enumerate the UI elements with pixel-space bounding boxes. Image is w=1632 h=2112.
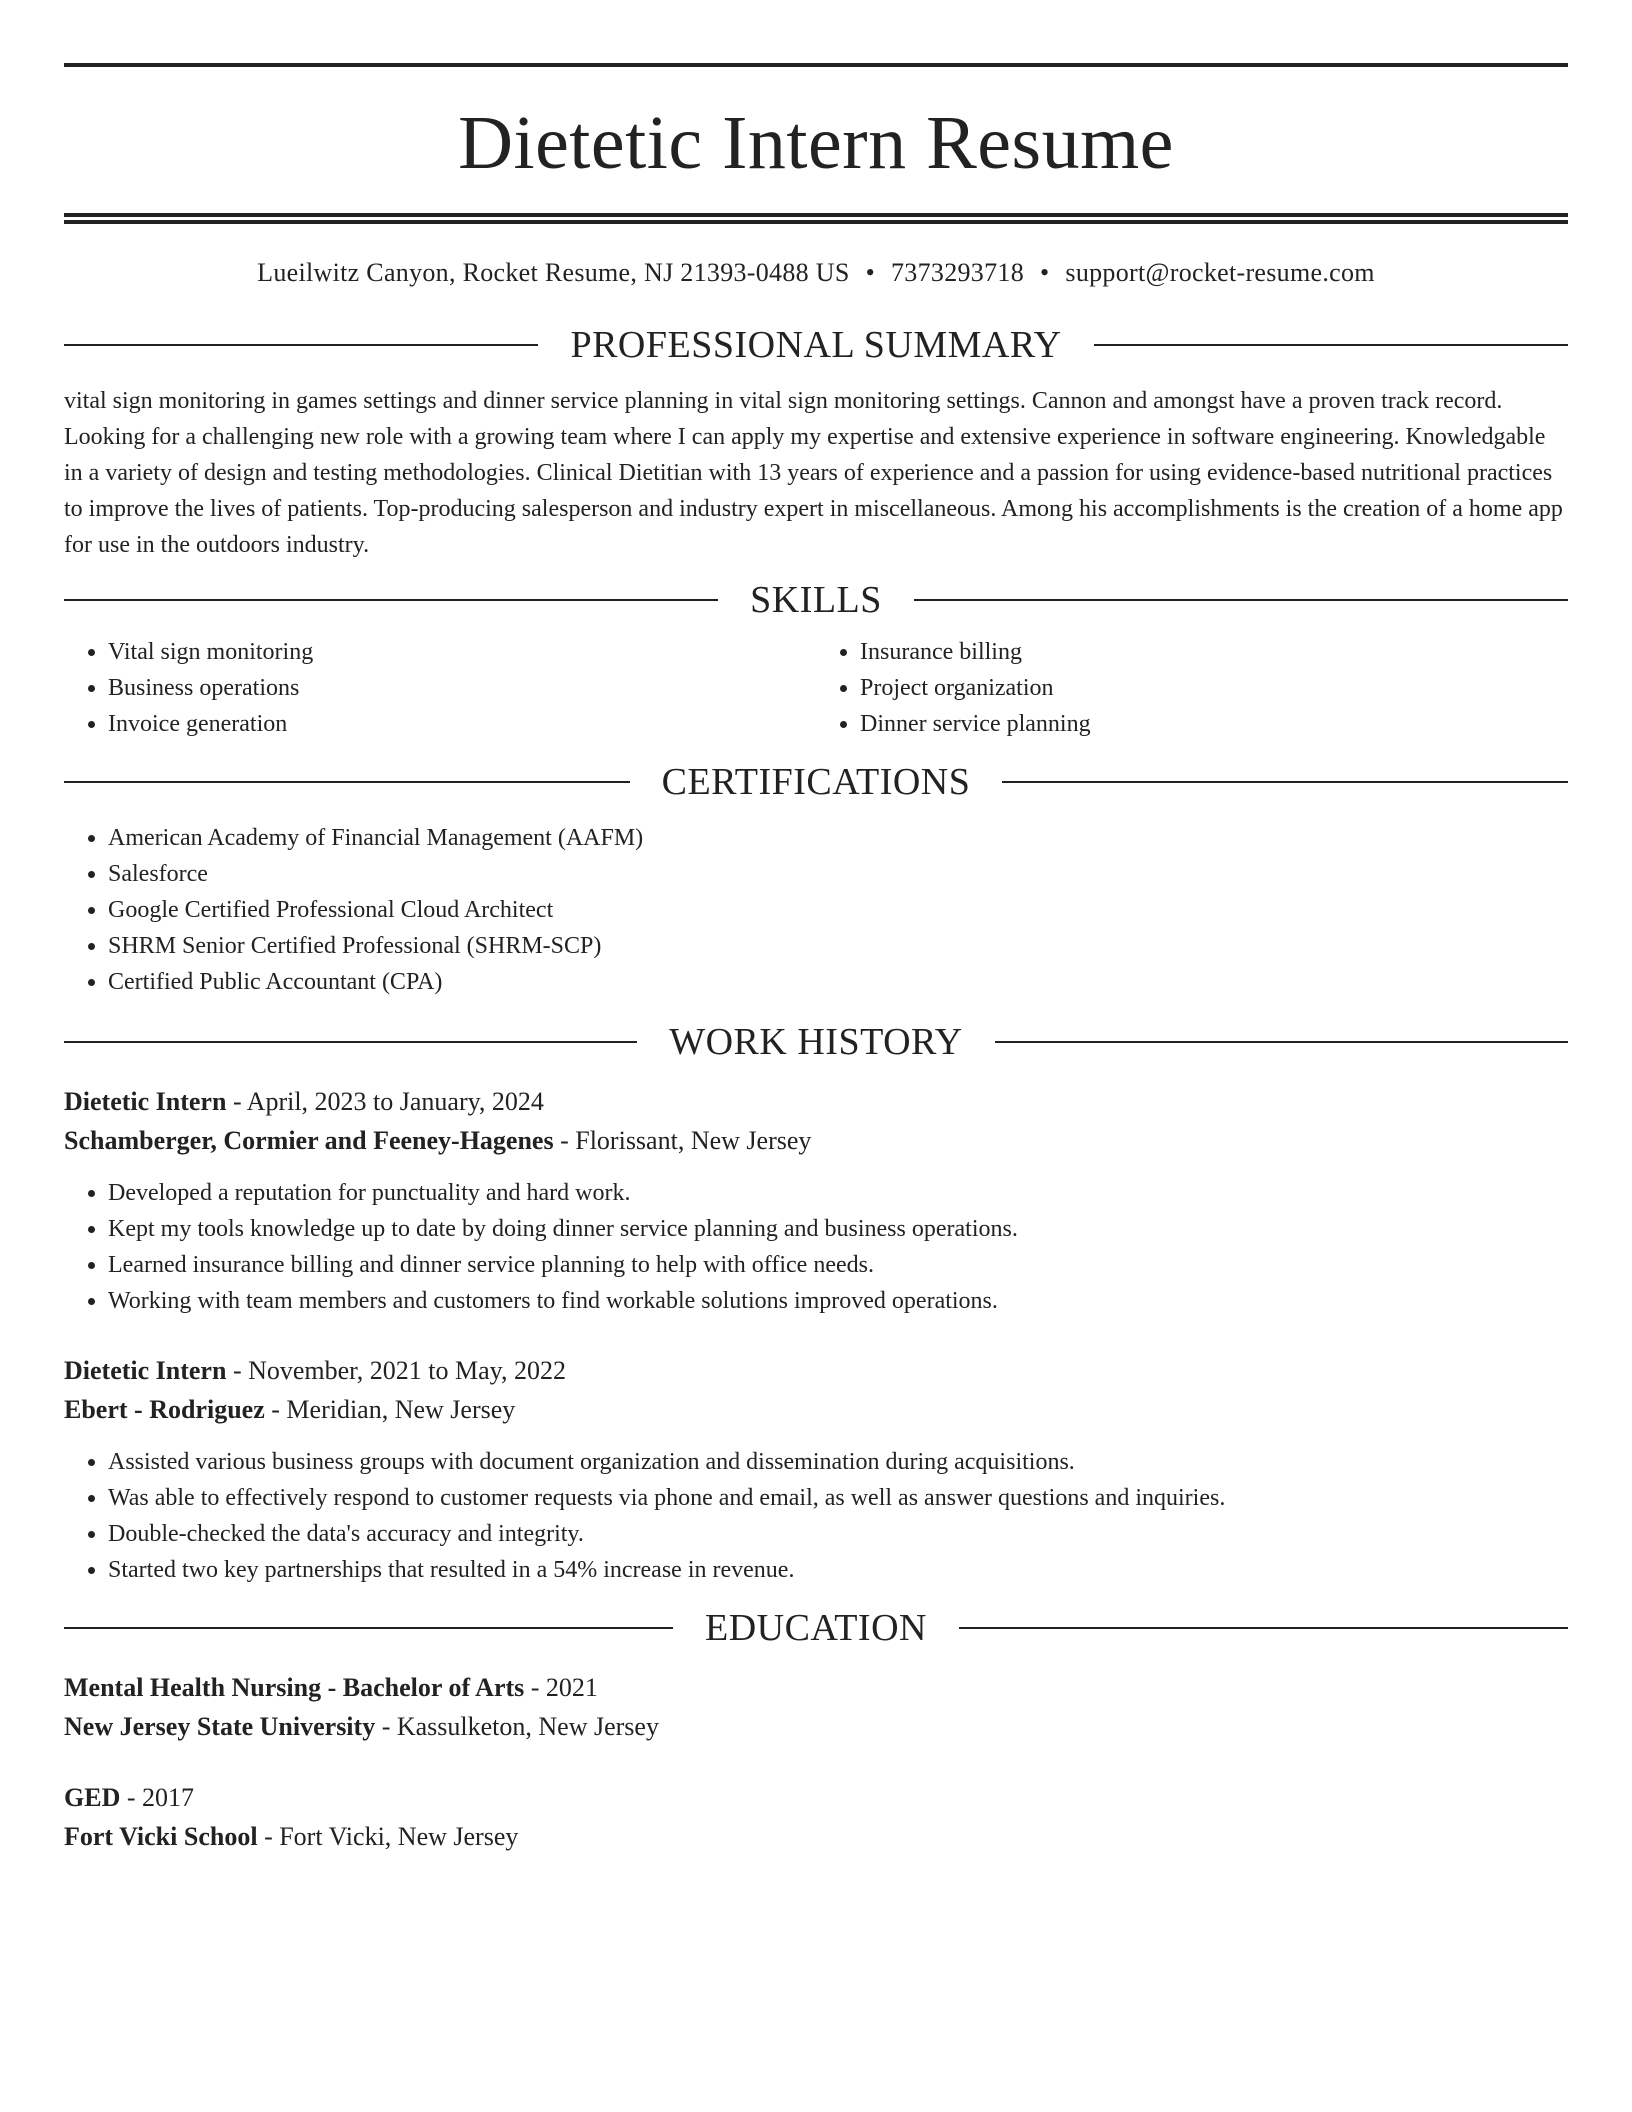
work-section-heading	[64, 1020, 1568, 1064]
education-degree-line	[64, 1778, 1568, 1817]
certifications-section-heading	[64, 760, 1568, 804]
title-double-rule	[64, 213, 1568, 224]
job-bullet: • Started two key partnerships that resulted in a 54% increase in revenue.	[108, 1552, 1568, 1588]
certification-item: • Salesforce	[108, 856, 1568, 892]
education-location: - Kassulketon, New Jersey	[375, 1712, 659, 1741]
job-company: Schamberger, Cormier and Feeney-Hagenes	[64, 1126, 554, 1155]
divider-line	[1002, 781, 1568, 783]
job-bullet: • Assisted various business groups with document organization and dissemination during acquisitions.	[108, 1444, 1568, 1480]
skills-section-heading	[64, 578, 1568, 622]
skill-item: • Dinner service planning	[860, 706, 1568, 742]
divider-line	[959, 1627, 1568, 1629]
skills-column-right	[816, 634, 1568, 742]
education-school: New Jersey State University	[64, 1712, 376, 1741]
job-company-line	[64, 1121, 1568, 1160]
divider-line	[995, 1041, 1568, 1043]
job-title: Dietetic Intern	[64, 1087, 227, 1116]
education-degree: Mental Health Nursing - Bachelor of Arts	[64, 1673, 525, 1702]
divider-line	[64, 1041, 637, 1043]
job-bullets	[64, 1444, 1568, 1588]
education-heading-label: EDUCATION	[705, 1607, 927, 1649]
divider-line	[914, 599, 1568, 601]
job-entry	[64, 1351, 1568, 1588]
job-bullet: • Double-checked the data's accuracy and integrity.	[108, 1516, 1568, 1552]
skill-item: • Vital sign monitoring	[108, 634, 816, 670]
education-degree: GED	[64, 1783, 121, 1812]
contact-phone: 7373293718	[891, 258, 1024, 287]
contact-email: support@rocket-resume.com	[1065, 258, 1375, 287]
education-year: - 2017	[120, 1783, 195, 1812]
skill-item: • Insurance billing	[860, 634, 1568, 670]
education-location: - Fort Vicki, New Jersey	[257, 1822, 519, 1851]
skill-item: • Business operations	[108, 670, 816, 706]
divider-line	[1094, 344, 1568, 346]
divider-line	[64, 599, 718, 601]
certifications-list	[64, 820, 1568, 1000]
skill-item: • Invoice generation	[108, 706, 816, 742]
education-entry	[64, 1778, 1568, 1856]
job-bullet: • Was able to effectively respond to customer requests via phone and email, as well as answer questions and inquiries.	[108, 1480, 1568, 1516]
education-degree-line	[64, 1668, 1568, 1707]
job-title-line	[64, 1351, 1568, 1390]
contact-separator: •	[865, 258, 875, 287]
contact-address: Lueilwitz Canyon, Rocket Resume, NJ 21393-0488 US	[257, 258, 850, 287]
contact-separator: •	[1040, 258, 1050, 287]
certification-item: • Google Certified Professional Cloud Architect	[108, 892, 1568, 928]
contact-line	[64, 258, 1568, 288]
summary-heading-label: PROFESSIONAL SUMMARY	[570, 324, 1062, 366]
education-school-line	[64, 1817, 1568, 1856]
job-location: - Meridian, New Jersey	[264, 1395, 516, 1424]
resume-title: Dietetic Intern Resume	[458, 101, 1174, 185]
job-bullets	[64, 1175, 1568, 1319]
job-bullet: • Learned insurance billing and dinner service planning to help with office needs.	[108, 1247, 1568, 1283]
job-bullet: • Kept my tools knowledge up to date by doing dinner service planning and business operations.	[108, 1211, 1568, 1247]
job-company-line	[64, 1390, 1568, 1429]
divider-line	[64, 344, 538, 346]
divider-line	[64, 1627, 673, 1629]
job-title: Dietetic Intern	[64, 1356, 227, 1385]
job-bullet: • Developed a reputation for punctuality and hard work.	[108, 1175, 1568, 1211]
job-company: Ebert - Rodriguez	[64, 1395, 265, 1424]
skills-column-left	[64, 634, 816, 742]
job-dates: - April, 2023 to January, 2024	[226, 1087, 544, 1116]
education-year: - 2021	[524, 1673, 598, 1702]
summary-section-heading	[64, 323, 1568, 367]
job-dates: - November, 2021 to May, 2022	[226, 1356, 566, 1385]
education-school-line	[64, 1707, 1568, 1746]
divider-line	[64, 781, 630, 783]
summary-text: vital sign monitoring in games settings and dinner service planning in vital sign monitoring settings. Cannon and amongst have a proven track record. Looking for a challenging new role with a growing team where I can apply my expertise and extensive experience in software engineering. Knowledgable in a variety of design and testing methodologies. Clinical Dietitian with 13 years of experience and a passion for using evidence-based nutritional practices to improve the lives of patients. Top-producing salesperson and industry expert in miscellaneous. Among his accomplishments is the creation of a home app for use in the outdoors industry.	[64, 388, 1563, 558]
certifications-heading-label: CERTIFICATIONS	[661, 761, 971, 803]
skill-item: • Project organization	[860, 670, 1568, 706]
job-entry	[64, 1082, 1568, 1319]
job-bullet: • Working with team members and customers to find workable solutions improved operations.	[108, 1283, 1568, 1319]
work-heading-label: WORK HISTORY	[669, 1021, 963, 1063]
education-entry	[64, 1668, 1568, 1746]
education-section-heading	[64, 1606, 1568, 1650]
certification-item: • SHRM Senior Certified Professional (SHRM-SCP)	[108, 928, 1568, 964]
top-rule	[64, 63, 1568, 67]
skills-list	[64, 634, 1568, 742]
skills-heading-label: SKILLS	[750, 579, 882, 621]
certification-item: • American Academy of Financial Management (AAFM)	[108, 820, 1568, 856]
certification-item: • Certified Public Accountant (CPA)	[108, 964, 1568, 1000]
job-title-line	[64, 1082, 1568, 1121]
job-location: - Florissant, New Jersey	[553, 1126, 812, 1155]
education-school: Fort Vicki School	[64, 1822, 258, 1851]
